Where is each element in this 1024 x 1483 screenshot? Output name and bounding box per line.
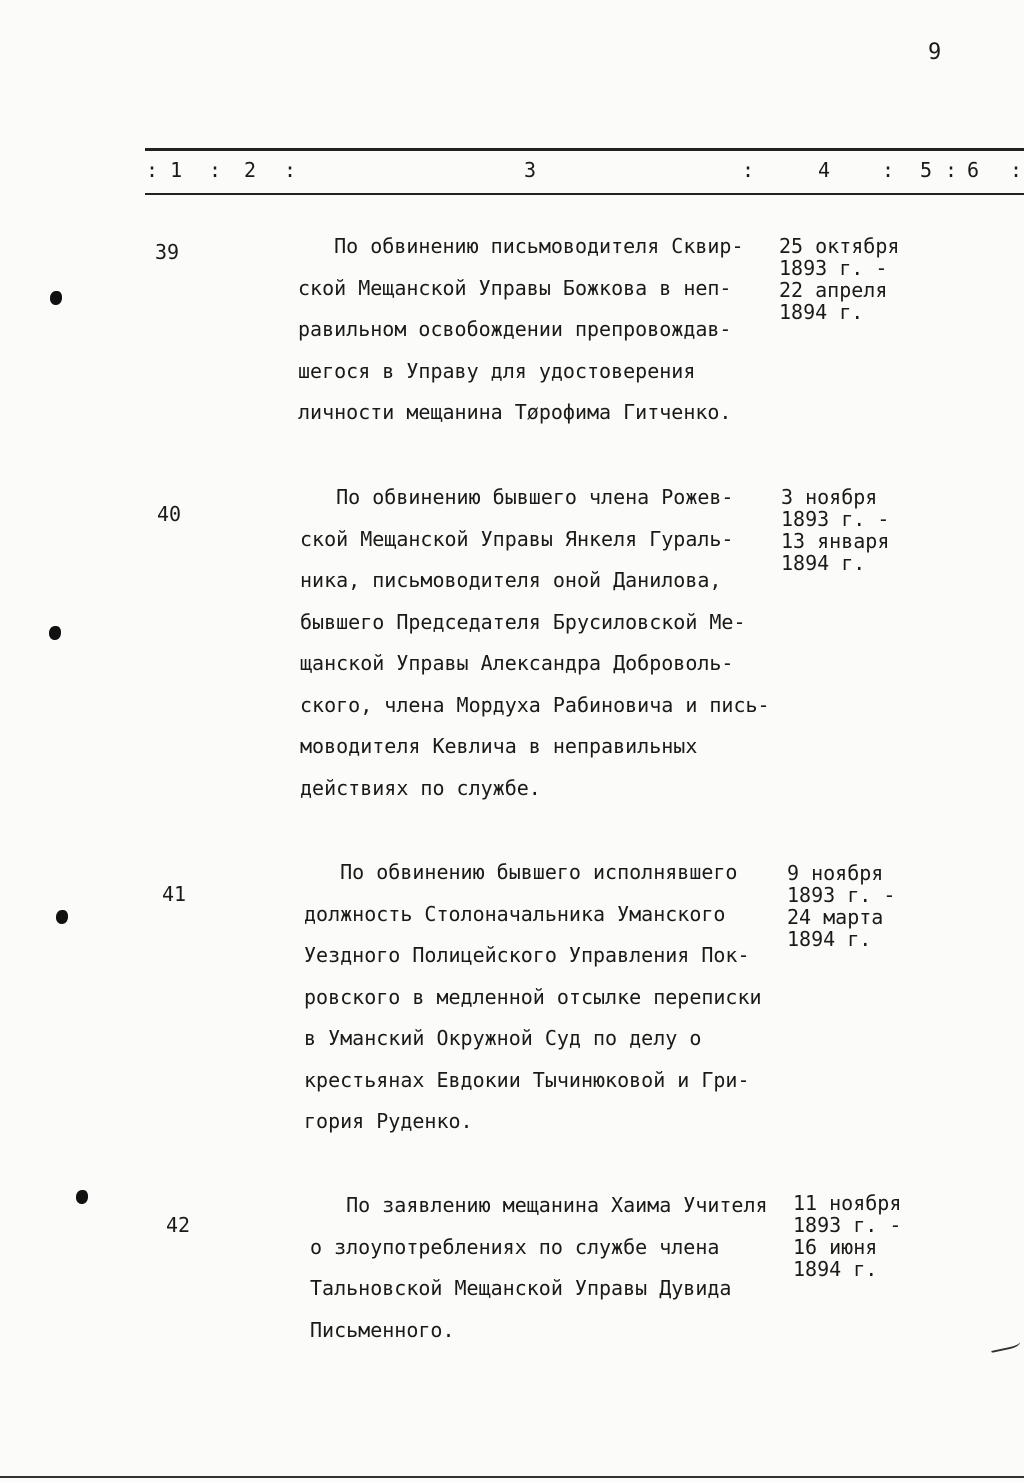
column-header-2: 2 xyxy=(244,158,257,182)
entry-line: шегося в Управу для удостоверения xyxy=(298,358,696,383)
binding-hole-mark xyxy=(56,910,68,924)
date-line: 16 июня xyxy=(793,1235,878,1259)
column-header-5: 5 xyxy=(920,158,933,182)
entry-line: По обвинению письмоводителя Сквир- xyxy=(298,234,744,258)
header-rule-bottom xyxy=(145,193,1024,195)
column-header-1: : 1 xyxy=(146,158,183,182)
date-line: 1893 г. - xyxy=(787,883,896,907)
entry-line: щанской Управы Александра Доброволь- xyxy=(300,651,734,675)
entry-line: в Уманский Окружной Суд по делу о xyxy=(304,1026,702,1050)
entry-line: гория Руденко. xyxy=(304,1109,473,1133)
date-line: 22 апреля xyxy=(779,278,888,302)
entry-number: 40 xyxy=(157,502,182,526)
column-header-sep-4: : xyxy=(882,158,895,182)
entry-number: 39 xyxy=(155,240,180,264)
entry-date-range xyxy=(787,862,895,950)
date-line: 1893 г. - xyxy=(779,256,888,280)
entry-line: бывшего Председателя Брусиловской Ме- xyxy=(300,609,746,634)
entry-line: По заявлению мещанина Хаима Учителя xyxy=(310,1193,768,1217)
entry-date-range xyxy=(781,486,889,574)
entry-line: ской Мещанской Управы Янкеля Гураль- xyxy=(300,526,734,551)
column-header-sep-6: : xyxy=(1010,158,1023,182)
entry-line: ского, члена Мордуха Рабиновича и пись- xyxy=(300,692,770,717)
date-line: 24 марта xyxy=(787,905,884,929)
entry-line: Уездного Полицейского Управления Пок- xyxy=(304,943,750,967)
binding-hole-mark xyxy=(76,1190,88,1204)
date-line: 11 ноября xyxy=(793,1191,902,1215)
header-rule-top xyxy=(145,148,1024,151)
date-line: 13 января xyxy=(781,529,890,553)
column-header-sep-1: : xyxy=(209,158,222,182)
binding-hole-mark xyxy=(49,626,61,640)
column-header-3: 3 xyxy=(524,158,537,182)
entry-date-range xyxy=(793,1192,901,1280)
column-header-sep-2: : xyxy=(284,158,297,182)
entry-date-range xyxy=(779,235,899,323)
entry-line: равильном освобождении препровождав- xyxy=(298,317,732,341)
date-line: 9 ноября xyxy=(787,861,884,885)
entry-line: ровского в медленной отсылке переписки xyxy=(304,984,762,1009)
entry-line: личности мещанина Тøрофима Гитченко. xyxy=(298,400,732,424)
date-line: 1894 г. xyxy=(787,927,872,951)
entry-line: о злоупотреблениях по службе члена xyxy=(310,1234,720,1259)
entry-line: ника, письмоводителя оной Данилова, xyxy=(300,568,722,592)
date-line: 1894 г. xyxy=(779,300,864,324)
date-line: 3 ноября xyxy=(781,485,878,509)
entry-line: моводителя Кевлича в неправильных xyxy=(300,734,698,758)
column-header-sep-5: : xyxy=(945,158,958,182)
entry-line: По обвинению бывшего члена Рожев- xyxy=(300,485,734,509)
date-line: 1893 г. - xyxy=(781,507,890,531)
entry-line: По обвинению бывшего исполнявшего xyxy=(304,860,738,884)
entry-line: крестьянах Евдокии Тычинюковой и Гри- xyxy=(304,1067,750,1092)
date-line: 1894 г. xyxy=(793,1257,878,1281)
date-line: 1894 г. xyxy=(781,551,866,575)
entry-description xyxy=(300,477,820,809)
entry-number: 41 xyxy=(162,882,187,906)
column-header-sep-3: : xyxy=(742,158,755,182)
entry-line: должность Столоначальника Уманского xyxy=(304,901,726,926)
pen-mark xyxy=(989,1335,1021,1353)
entry-line: действиях по службе. xyxy=(300,775,541,800)
column-header-6: 6 xyxy=(967,158,980,182)
page-number: 9 xyxy=(928,40,942,65)
entry-number: 42 xyxy=(166,1213,191,1237)
date-line: 25 октября xyxy=(779,234,900,258)
column-header-4: 4 xyxy=(818,158,831,182)
date-line: 1893 г. - xyxy=(793,1213,902,1237)
entry-line: ской Мещанской Управы Божкова в неп- xyxy=(298,275,732,300)
entry-line: Тальновской Мещанской Управы Дувида xyxy=(310,1276,732,1300)
entry-description xyxy=(304,852,824,1143)
page-bottom-rule xyxy=(0,1476,1024,1478)
binding-hole-mark xyxy=(50,291,62,305)
entry-description xyxy=(310,1185,830,1351)
entry-description xyxy=(298,226,818,434)
entry-line: Письменного. xyxy=(310,1317,455,1342)
